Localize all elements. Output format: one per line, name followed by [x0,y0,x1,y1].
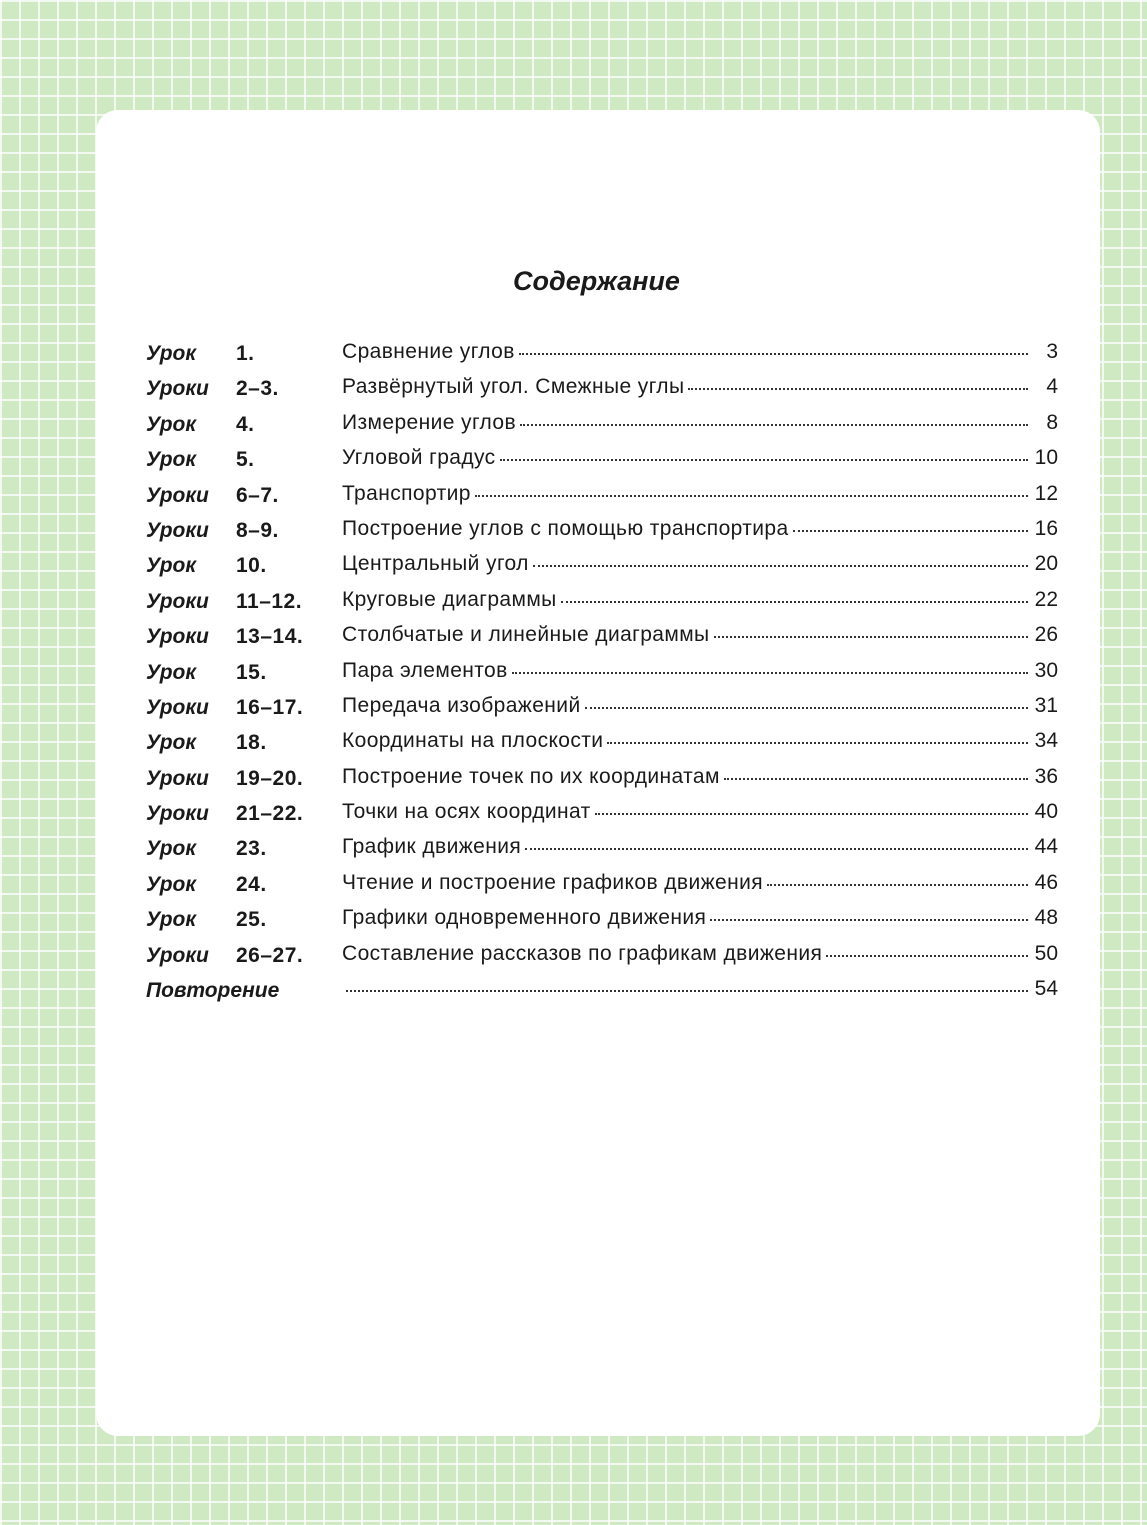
lesson-kind: Уроки [146,377,209,401]
lesson-title: Транспортир [342,481,471,505]
lesson-kind: Урок [146,448,196,472]
dot-leader [724,778,1028,780]
dot-leader [520,424,1028,426]
lesson-title: Координаты на плоскости [342,729,604,753]
page-title: Содержание [513,266,680,296]
page-number: 36 [1034,764,1058,788]
page-number: 26 [1034,623,1058,647]
dot-leader [826,955,1028,957]
page-number: 8 [1046,410,1058,434]
lesson-title: Передача изображений [342,693,581,717]
lesson-title: Графики одновременного движения [342,906,707,930]
toc-entry [342,375,1058,399]
toc-row [146,796,1058,831]
dot-leader [714,636,1028,638]
lesson-title: График движения [342,835,522,859]
lesson-number: 18. [236,731,267,755]
dot-leader [793,530,1028,532]
toc-entry [342,588,1058,612]
lesson-number: 4. [236,412,255,436]
toc-entry [342,800,1058,824]
table-of-contents [146,336,1058,1008]
toc-entry [342,552,1058,576]
toc-row [146,548,1058,583]
toc-entry [342,446,1058,470]
lesson-title: Развёрнутый угол. Смежные углы [342,375,685,399]
lesson-number: 10. [236,554,267,578]
page-number: 40 [1034,800,1058,824]
lesson-number: 23. [236,837,267,861]
toc-row [146,867,1058,902]
lesson-kind: Урок [146,872,196,896]
lesson-title: Построение углов с помощью транспортира [342,516,789,540]
lesson-kind: Уроки [146,483,209,507]
toc-row [146,336,1058,371]
lesson-kind: Уроки [146,518,209,542]
toc-row [146,655,1058,690]
lesson-number: 24. [236,872,267,896]
lesson-kind: Повторение [146,979,280,1003]
lesson-number: 16–17. [236,695,304,719]
lesson-title: Измерение углов [342,410,517,434]
toc-row [146,442,1058,477]
toc-row [146,902,1058,937]
toc-row [146,831,1058,866]
lesson-title: Круговые диаграммы [342,587,557,611]
toc-row [146,619,1058,654]
page-number: 31 [1034,693,1058,717]
lesson-number: 5. [236,448,255,472]
dot-leader [688,388,1028,390]
lesson-title: Составление рассказов по графикам движения [342,941,823,965]
toc-row [146,725,1058,760]
lesson-number: 1. [236,342,255,365]
dot-leader [561,601,1028,603]
lesson-kind: Уроки [146,589,209,613]
page-number: 48 [1034,906,1058,930]
dot-leader [607,742,1028,744]
toc-row [146,478,1058,513]
lesson-kind: Урок [146,412,196,436]
dot-leader [595,813,1028,815]
lesson-kind: Уроки [146,766,209,790]
lesson-number: 15. [236,660,267,684]
toc-row [146,690,1058,725]
dot-leader [346,990,1028,992]
lesson-title: Построение точек по их координатам [342,764,720,788]
page-number: 30 [1034,658,1058,682]
page-number: 44 [1034,835,1058,859]
lesson-kind: Уроки [146,802,209,826]
toc-entry [342,977,1058,1001]
toc-entry [342,517,1058,541]
toc-row [146,407,1058,442]
dot-leader [512,672,1028,674]
dot-leader [525,848,1028,850]
toc-row [146,584,1058,619]
page-number: 22 [1034,587,1058,611]
toc-row [146,513,1058,548]
dot-leader [767,884,1028,886]
lesson-number: 25. [236,908,267,932]
toc-entry [342,623,1058,647]
toc-row [146,761,1058,796]
lesson-title: Пара элементов [342,658,508,682]
toc-entry [342,765,1058,789]
lesson-number: 19–20. [236,766,304,790]
lesson-number: 21–22. [236,802,304,826]
toc-entry [342,729,1058,753]
lesson-title: Чтение и построение графиков движения [342,870,763,894]
toc-entry [342,871,1058,895]
lesson-kind: Урок [146,554,196,578]
toc-entry [342,694,1058,718]
toc-entry [342,835,1058,859]
toc-entry [342,340,1058,364]
toc-row [146,371,1058,406]
lesson-number: 13–14. [236,625,304,649]
toc-row [146,973,1058,1008]
lesson-number: 11–12. [236,589,303,613]
lesson-title: Центральный угол [342,552,529,576]
dot-leader [533,565,1028,567]
toc-entry [342,906,1058,930]
dot-leader [710,919,1028,921]
lesson-kind: Урок [146,660,196,684]
lesson-title: Угловой градус [342,446,496,470]
page-number: 12 [1034,481,1058,505]
toc-entry [342,942,1058,966]
dot-leader [475,495,1028,497]
lesson-kind: Урок [146,342,196,365]
lesson-kind: Уроки [146,625,209,649]
toc-row [146,938,1058,973]
page-number: 4 [1046,375,1058,399]
toc-entry [342,411,1058,435]
lesson-kind: Урок [146,731,196,755]
lesson-number: 26–27. [236,943,304,967]
dot-leader [519,353,1028,355]
dot-leader [585,707,1028,709]
page-number: 50 [1034,941,1058,965]
page-number: 46 [1034,870,1058,894]
lesson-number: 2–3. [236,377,279,401]
lesson-kind: Уроки [146,695,209,719]
page-number: 3 [1046,340,1058,363]
lesson-number: 8–9. [236,518,279,542]
page-number: 20 [1034,552,1058,576]
page-number: 34 [1034,729,1058,753]
page-number: 10 [1034,446,1058,470]
lesson-title: Точки на осях координат [342,800,591,824]
page-number: 54 [1034,977,1058,1001]
lesson-title: Сравнение углов [342,340,515,363]
lesson-title: Столбчатые и линейные диаграммы [342,623,710,647]
dot-leader [500,459,1028,461]
page-number: 16 [1034,516,1058,540]
lesson-kind: Урок [146,837,196,861]
toc-entry [342,659,1058,683]
lesson-kind: Урок [146,908,196,932]
toc-entry [342,482,1058,506]
lesson-number: 6–7. [236,483,279,507]
lesson-kind: Уроки [146,943,209,967]
